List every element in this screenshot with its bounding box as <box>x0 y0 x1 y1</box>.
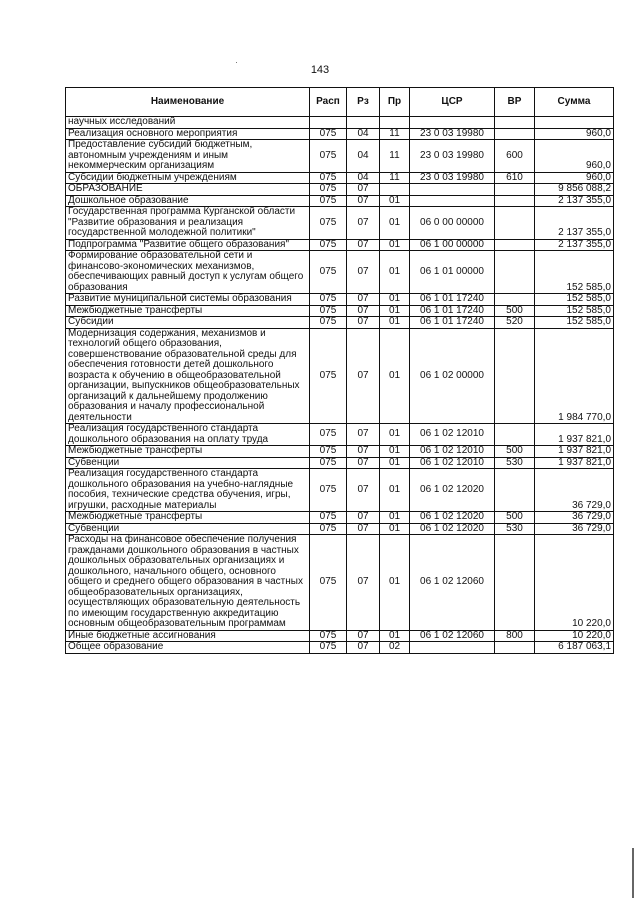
cell-rz: 04 <box>347 128 380 140</box>
cell-pr: 01 <box>380 446 410 458</box>
scan-speck <box>236 62 237 63</box>
cell-vr: 500 <box>495 446 535 458</box>
cell-sum: 152 585,0 <box>535 317 614 329</box>
cell-rasp: 075 <box>310 305 347 317</box>
cell-name: Иные бюджетные ассигнования <box>66 630 310 642</box>
cell-rasp <box>310 117 347 129</box>
header-sum: Сумма <box>535 88 614 117</box>
cell-rz: 04 <box>347 172 380 184</box>
cell-sum: 960,0 <box>535 128 614 140</box>
cell-pr: 01 <box>380 239 410 251</box>
budget-table <box>65 87 614 654</box>
cell-rz <box>347 117 380 129</box>
cell-name: Подпрограмма "Развитие общего образования" <box>66 239 310 251</box>
cell-name: Реализация государственного стандарта дошкольного образования на учебно-наглядные пособия, технические средства обучения, игры, игрушки, расходные материалы <box>66 469 310 512</box>
cell-name: Государственная программа Курганской области "Развитие образования и реализация государственной молодежной политики" <box>66 207 310 240</box>
table-row <box>66 469 614 512</box>
cell-sum: 152 585,0 <box>535 305 614 317</box>
cell-sum: 2 137 355,0 <box>535 207 614 240</box>
cell-vr <box>495 535 535 631</box>
cell-csr <box>410 184 495 196</box>
scan-edge-mark <box>632 848 634 898</box>
table-row <box>66 172 614 184</box>
cell-sum: 10 220,0 <box>535 535 614 631</box>
cell-vr <box>495 469 535 512</box>
cell-pr: 01 <box>380 328 410 424</box>
cell-rasp: 075 <box>310 317 347 329</box>
cell-name: Общее образование <box>66 642 310 654</box>
cell-sum: 36 729,0 <box>535 523 614 535</box>
cell-pr: 01 <box>380 457 410 469</box>
table-row <box>66 117 614 129</box>
cell-csr: 23 0 03 19980 <box>410 128 495 140</box>
cell-pr: 01 <box>380 305 410 317</box>
cell-pr: 01 <box>380 535 410 631</box>
cell-name: Модернизация содержания, механизмов и технологий общего образования, совершенствование образовательной среды для обеспечения готовности детей дошкольного возраста к обучению в общеобразовательной организации, выпускников общеобразовательных организаций к дальнейшему продолжению образования и началу профессиональной деятельности <box>66 328 310 424</box>
cell-csr: 06 1 01 17240 <box>410 305 495 317</box>
cell-rasp: 075 <box>310 195 347 207</box>
cell-csr: 06 1 02 12020 <box>410 523 495 535</box>
cell-rz: 07 <box>347 305 380 317</box>
cell-csr: 06 1 02 12020 <box>410 469 495 512</box>
cell-sum: 152 585,0 <box>535 251 614 294</box>
cell-rz: 07 <box>347 328 380 424</box>
cell-pr: 01 <box>380 207 410 240</box>
cell-csr: 23 0 03 19980 <box>410 172 495 184</box>
cell-pr: 01 <box>380 523 410 535</box>
cell-csr: 06 1 02 00000 <box>410 328 495 424</box>
table-row <box>66 294 614 306</box>
cell-vr <box>495 117 535 129</box>
cell-rasp: 075 <box>310 251 347 294</box>
cell-rasp: 075 <box>310 184 347 196</box>
cell-name: Межбюджетные трансферты <box>66 305 310 317</box>
cell-rasp: 075 <box>310 535 347 631</box>
table-row <box>66 328 614 424</box>
cell-vr <box>495 184 535 196</box>
cell-name: Субсидии бюджетным учреждениям <box>66 172 310 184</box>
cell-pr: 01 <box>380 251 410 294</box>
cell-rz: 07 <box>347 535 380 631</box>
cell-rasp: 075 <box>310 512 347 524</box>
cell-rz: 07 <box>347 446 380 458</box>
cell-rasp: 075 <box>310 328 347 424</box>
cell-csr: 06 1 02 12010 <box>410 446 495 458</box>
cell-pr: 01 <box>380 512 410 524</box>
cell-vr <box>495 294 535 306</box>
table-row <box>66 630 614 642</box>
cell-rasp: 075 <box>310 469 347 512</box>
cell-vr: 500 <box>495 512 535 524</box>
cell-vr: 520 <box>495 317 535 329</box>
cell-vr <box>495 128 535 140</box>
header-rasp: Расп <box>310 88 347 117</box>
cell-rz: 07 <box>347 523 380 535</box>
cell-pr: 01 <box>380 424 410 446</box>
cell-sum <box>535 117 614 129</box>
cell-vr: 500 <box>495 305 535 317</box>
cell-vr <box>495 328 535 424</box>
cell-csr: 06 1 02 12060 <box>410 630 495 642</box>
cell-pr <box>380 117 410 129</box>
cell-pr: 11 <box>380 140 410 173</box>
cell-rasp: 075 <box>310 446 347 458</box>
table-row <box>66 128 614 140</box>
cell-rz: 07 <box>347 512 380 524</box>
cell-sum: 152 585,0 <box>535 294 614 306</box>
cell-pr: 01 <box>380 317 410 329</box>
table-row <box>66 523 614 535</box>
table-row <box>66 424 614 446</box>
header-rz: Рз <box>347 88 380 117</box>
cell-csr: 06 1 00 00000 <box>410 239 495 251</box>
header-pr: Пр <box>380 88 410 117</box>
cell-name: Развитие муниципальной системы образования <box>66 294 310 306</box>
cell-sum: 960,0 <box>535 140 614 173</box>
cell-sum: 1 984 770,0 <box>535 328 614 424</box>
table-row <box>66 512 614 524</box>
cell-sum: 9 856 088,2 <box>535 184 614 196</box>
cell-vr: 610 <box>495 172 535 184</box>
cell-vr <box>495 195 535 207</box>
cell-name: Формирование образовательной сети и финансово-экономических механизмов, обеспечивающих равный доступ к услугам общего образования <box>66 251 310 294</box>
cell-name: Дошкольное образование <box>66 195 310 207</box>
cell-pr: 11 <box>380 128 410 140</box>
cell-rasp: 075 <box>310 523 347 535</box>
cell-pr: 01 <box>380 294 410 306</box>
table-row <box>66 317 614 329</box>
cell-name: Реализация государственного стандарта дошкольного образования на оплату труда <box>66 424 310 446</box>
cell-rasp: 075 <box>310 294 347 306</box>
cell-rz: 07 <box>347 317 380 329</box>
cell-rasp: 075 <box>310 457 347 469</box>
cell-csr: 23 0 03 19980 <box>410 140 495 173</box>
cell-pr <box>380 184 410 196</box>
cell-rasp: 075 <box>310 207 347 240</box>
table-row <box>66 535 614 631</box>
cell-vr: 600 <box>495 140 535 173</box>
cell-csr: 06 1 02 12060 <box>410 535 495 631</box>
table-row <box>66 446 614 458</box>
cell-vr <box>495 642 535 654</box>
cell-vr <box>495 207 535 240</box>
cell-rz: 07 <box>347 207 380 240</box>
cell-sum: 36 729,0 <box>535 512 614 524</box>
cell-rasp: 075 <box>310 630 347 642</box>
cell-pr: 01 <box>380 195 410 207</box>
cell-name: Предоставление субсидий бюджетным, автономным учреждениям и иным некоммерческим организациям <box>66 140 310 173</box>
cell-name: Межбюджетные трансферты <box>66 512 310 524</box>
page-number: 143 <box>310 64 330 76</box>
cell-rz: 07 <box>347 469 380 512</box>
cell-name: ОБРАЗОВАНИЕ <box>66 184 310 196</box>
cell-name: Субвенции <box>66 457 310 469</box>
cell-pr: 11 <box>380 172 410 184</box>
cell-csr <box>410 195 495 207</box>
table-row <box>66 195 614 207</box>
cell-csr: 06 1 01 00000 <box>410 251 495 294</box>
cell-name: Межбюджетные трансферты <box>66 446 310 458</box>
table-row <box>66 305 614 317</box>
cell-rasp: 075 <box>310 424 347 446</box>
table-row <box>66 239 614 251</box>
cell-name: Реализация основного мероприятия <box>66 128 310 140</box>
table-row <box>66 457 614 469</box>
header-csr: ЦСР <box>410 88 495 117</box>
cell-sum: 2 137 355,0 <box>535 195 614 207</box>
cell-rz: 07 <box>347 457 380 469</box>
cell-sum: 2 137 355,0 <box>535 239 614 251</box>
cell-rasp: 075 <box>310 172 347 184</box>
cell-pr: 02 <box>380 642 410 654</box>
table-row <box>66 184 614 196</box>
cell-rz: 07 <box>347 184 380 196</box>
cell-name: научных исследований <box>66 117 310 129</box>
cell-csr: 06 1 01 17240 <box>410 317 495 329</box>
cell-csr: 06 1 01 17240 <box>410 294 495 306</box>
table-row <box>66 207 614 240</box>
cell-rz: 07 <box>347 630 380 642</box>
cell-vr: 530 <box>495 523 535 535</box>
table-header-row <box>66 88 614 117</box>
cell-vr <box>495 424 535 446</box>
cell-vr: 800 <box>495 630 535 642</box>
cell-rasp: 075 <box>310 128 347 140</box>
cell-csr <box>410 642 495 654</box>
cell-rz: 07 <box>347 195 380 207</box>
cell-sum: 960,0 <box>535 172 614 184</box>
header-vr: ВР <box>495 88 535 117</box>
table-row <box>66 251 614 294</box>
cell-sum: 6 187 063,1 <box>535 642 614 654</box>
table-row <box>66 642 614 654</box>
cell-vr <box>495 251 535 294</box>
cell-pr: 01 <box>380 469 410 512</box>
cell-pr: 01 <box>380 630 410 642</box>
table-row <box>66 140 614 173</box>
cell-rasp: 075 <box>310 642 347 654</box>
cell-csr: 06 0 00 00000 <box>410 207 495 240</box>
cell-csr: 06 1 02 12020 <box>410 512 495 524</box>
cell-sum: 1 937 821,0 <box>535 457 614 469</box>
cell-rasp: 075 <box>310 140 347 173</box>
cell-name: Субвенции <box>66 523 310 535</box>
cell-rz: 07 <box>347 251 380 294</box>
cell-sum: 1 937 821,0 <box>535 446 614 458</box>
cell-csr <box>410 117 495 129</box>
cell-rz: 07 <box>347 424 380 446</box>
cell-name: Расходы на финансовое обеспечение получения гражданами дошкольного образования в частных дошкольных образовательных организациях и дошкольного, начального общего, основного общего и среднего общего образования в частных общеобразовательных организациях, осуществляющих образовательную деятельность по имеющим государственную аккредитацию основным общеобразовательным программам <box>66 535 310 631</box>
cell-vr: 530 <box>495 457 535 469</box>
cell-name: Субсидии <box>66 317 310 329</box>
cell-sum: 1 937 821,0 <box>535 424 614 446</box>
cell-csr: 06 1 02 12010 <box>410 424 495 446</box>
cell-rz: 07 <box>347 642 380 654</box>
header-name: Наименование <box>66 88 310 117</box>
cell-rz: 07 <box>347 239 380 251</box>
cell-sum: 36 729,0 <box>535 469 614 512</box>
cell-rz: 04 <box>347 140 380 173</box>
cell-csr: 06 1 02 12010 <box>410 457 495 469</box>
cell-sum: 10 220,0 <box>535 630 614 642</box>
cell-rz: 07 <box>347 294 380 306</box>
cell-vr <box>495 239 535 251</box>
cell-rasp: 075 <box>310 239 347 251</box>
